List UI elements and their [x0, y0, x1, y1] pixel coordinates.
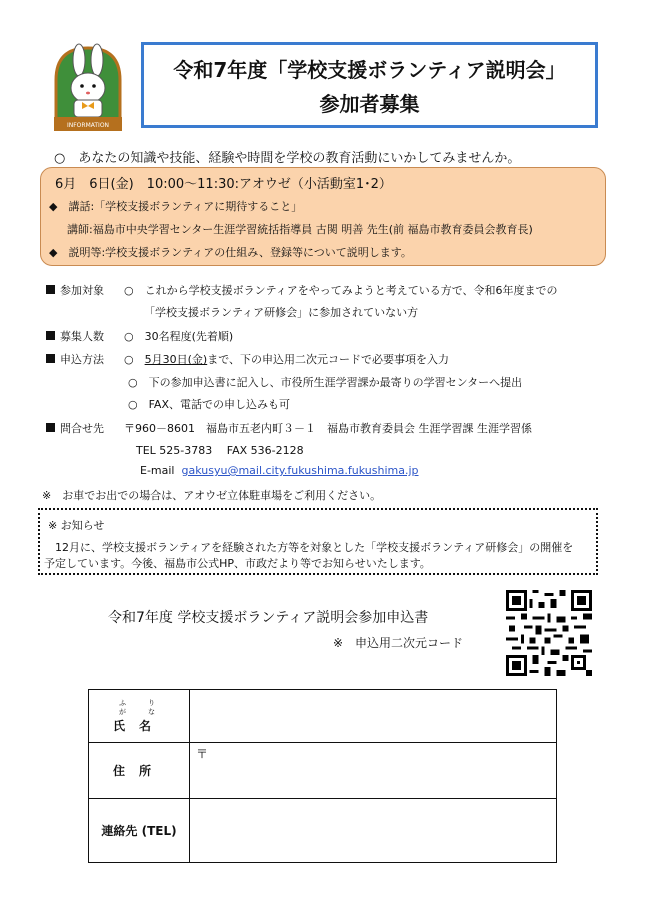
method-row [46, 351, 449, 367]
target-line-1: ○ これから学校支援ボランティアをやってみようと考えている方で、令和6年度までの [124, 284, 558, 297]
parking-note: ※ お車でお出での場合は、アオウゼ立体駐車場をご利用ください。 [42, 489, 382, 502]
contact-phone: TEL 525-3783 FAX 536-2128 [136, 444, 304, 457]
capacity-row [46, 328, 233, 344]
method-line-1-suffix: まで、下の申込用二次元コードで必要事項を入力 [207, 353, 449, 366]
application-form-table [88, 689, 557, 863]
name-label-cell [89, 690, 190, 743]
contact-label: 問合せ先 [60, 422, 104, 435]
explanation: ◆ 説明等:学校支援ボランティアの仕組み、登録等について説明します。 [49, 246, 412, 259]
square-bullet-icon [46, 331, 55, 340]
form-title: 令和7年度 学校支援ボランティア説明会参加申込書 [108, 610, 429, 626]
name-ruby: ふりがな [119, 698, 177, 716]
email-link[interactable]: gakusyu@mail.city.fukushima.fukushima.jp [181, 464, 419, 477]
capacity-value: ○ 30名程度(先着順) [124, 330, 234, 343]
target-line-2: 「学校支援ボランティア研修会」に参加されていない方 [144, 306, 419, 319]
event-info-box [40, 167, 606, 266]
target-row [46, 282, 558, 298]
postal-mark: 〒 [196, 747, 209, 761]
square-bullet-icon [46, 285, 55, 294]
address-label-cell [89, 743, 190, 799]
method-prefix: ○ [124, 353, 145, 366]
square-bullet-icon [46, 423, 55, 432]
title-box [141, 42, 598, 128]
contact-address: 〒960－8601 福島市五老内町３－１ 福島市教育委員会 生涯学習課 生涯学習係 [124, 422, 532, 435]
name-row [89, 690, 557, 743]
intro-text: ○ あなたの知識や技能、経験や時間を学校の教育活動にいかしてみませんか。 [54, 151, 521, 166]
tel-input-cell[interactable] [190, 799, 557, 863]
notice-box [38, 508, 598, 575]
rabbit-mascot-logo [50, 40, 126, 135]
lecturer: 講師:福島市中央学習センター生涯学習統括指導員 古関 明善 先生(前 福島市教育委員会教育長) [67, 223, 533, 236]
mascot-caption: INFORMATION [66, 122, 110, 129]
tel-label: 連絡先 (TEL) [101, 824, 177, 838]
email-row [140, 464, 419, 477]
lecture-title: ◆ 講話:「学校支援ボランティアに期待すること」 [49, 200, 303, 213]
email-label: E-mail [140, 464, 175, 477]
target-label: 参加対象 [60, 284, 104, 297]
method-line-3: ○ FAX、電話での申し込みも可 [128, 398, 290, 411]
title-line-2: 参加者募集 [319, 92, 420, 116]
notice-line-1: 12月に、学校支援ボランティアを経験された方等を対象とした「学校支援ボランティア研修会」の開催を [44, 541, 574, 554]
address-row [89, 743, 557, 799]
contact-row [46, 420, 532, 436]
address-input-cell[interactable] [190, 743, 557, 799]
notice-heading: ※ お知らせ [48, 519, 105, 532]
name-label: 氏名 [112, 718, 165, 733]
name-input-cell[interactable] [190, 690, 557, 743]
event-date-time: 6月 6日(金) 10:00～11:30:アオウゼ（小活動室1･2） [55, 177, 392, 192]
method-deadline: 5月30日(金) [144, 353, 208, 366]
tel-label-cell [89, 799, 190, 863]
address-label: 住所 [112, 764, 165, 778]
method-line-2: ○ 下の参加申込書に記入し、市役所生涯学習課か最寄りの学習センターへ提出 [128, 376, 523, 389]
tel-row [89, 799, 557, 863]
notice-line-2: 予定しています。今後、福島市公式HP、市政だより等でお知らせいたします。 [44, 557, 431, 570]
method-label: 申込方法 [60, 353, 104, 366]
qr-code-icon[interactable] [506, 590, 592, 676]
qr-note: ※ 申込用二次元コード [333, 636, 464, 650]
capacity-label: 募集人数 [60, 330, 104, 343]
square-bullet-icon [46, 354, 55, 363]
title-line-1: 令和7年度「学校支援ボランティア説明会」 [173, 58, 566, 82]
